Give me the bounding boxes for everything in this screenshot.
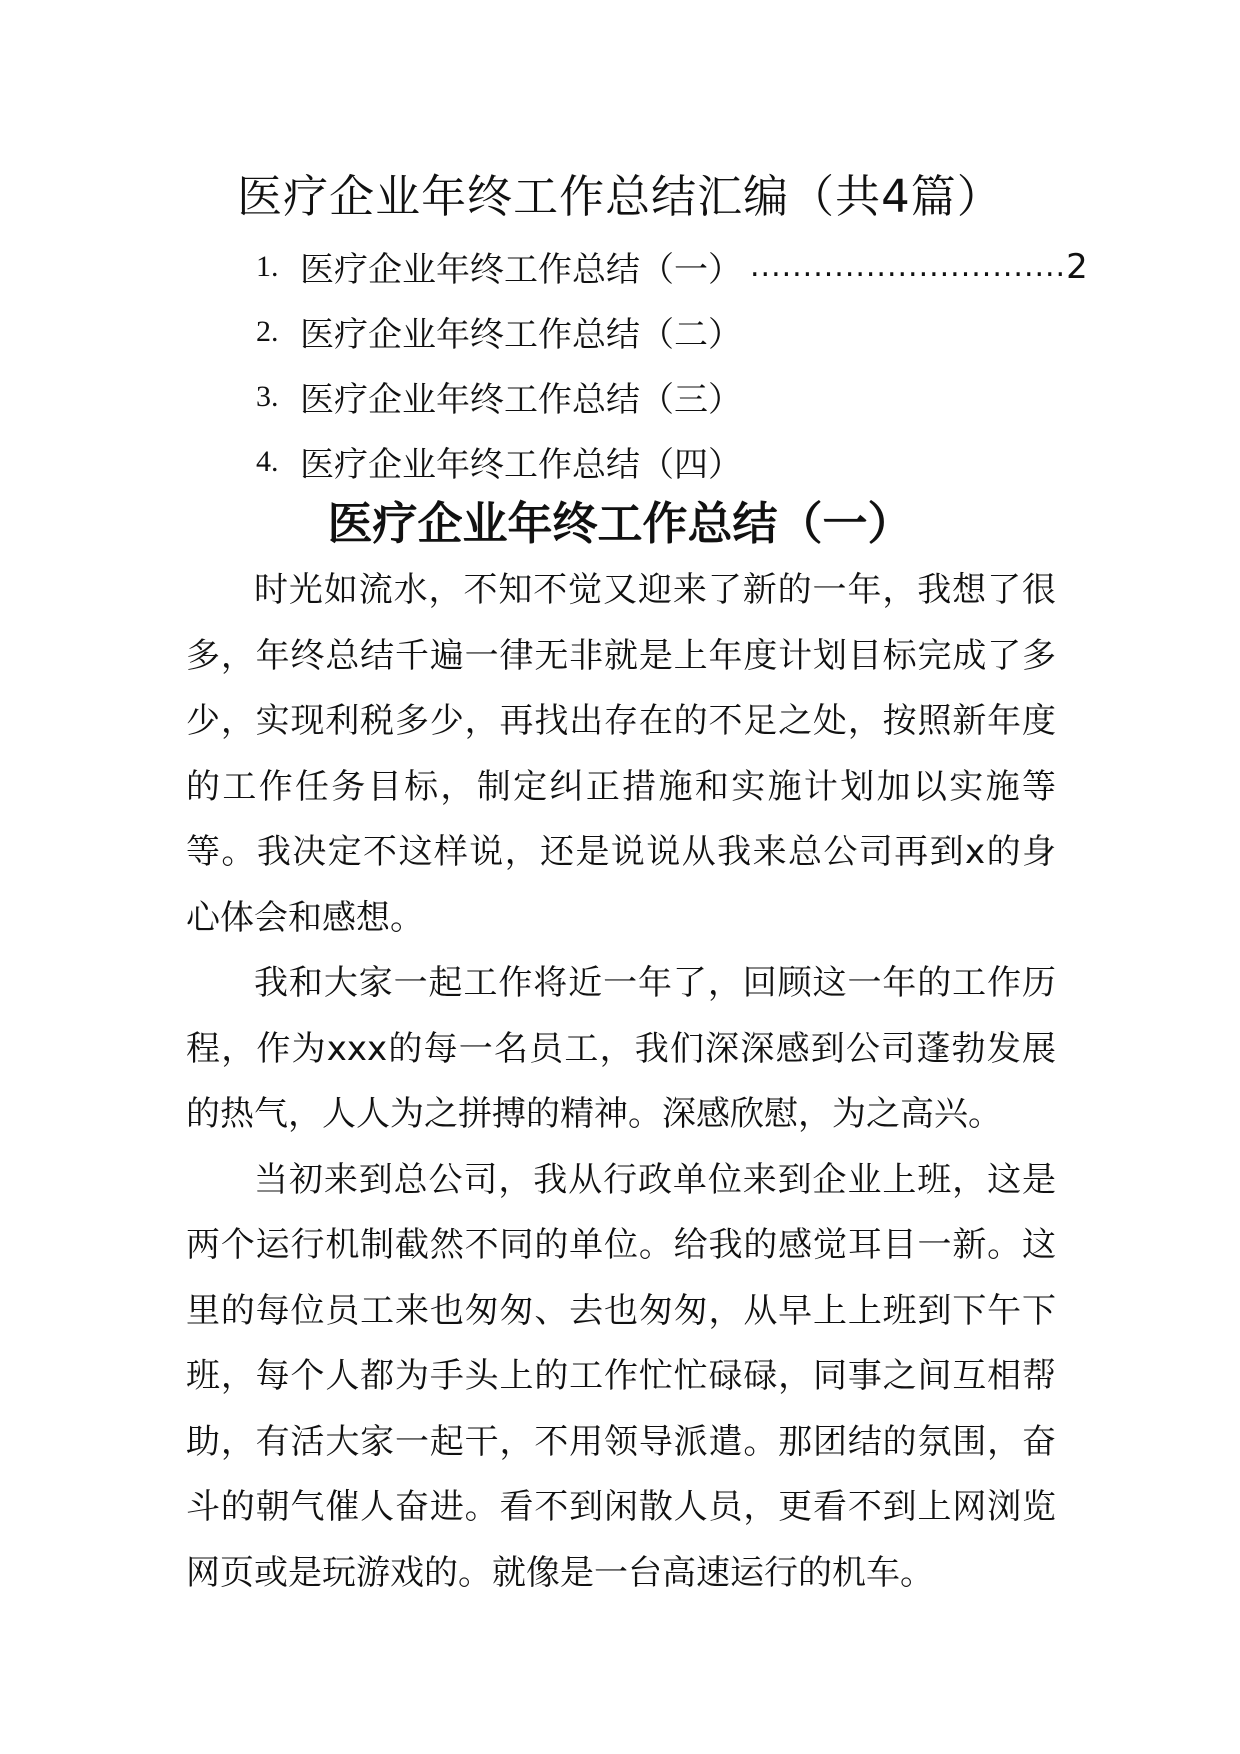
table-of-contents <box>256 234 1088 494</box>
toc-item-number: 2. <box>256 314 279 348</box>
document-title: 医疗企业年终工作总结汇编（共4篇） <box>237 170 1003 223</box>
toc-page-number: 2 <box>1066 246 1088 287</box>
toc-item[interactable] <box>256 234 1088 299</box>
paragraph: 时光如流水，不知不觉又迎来了新的一年，我想了很多，年终总结千遍一律无非就是上年度计划目标完成了多少，实现利税多少，再找出存在的不足之处，按照新年度的工作任务目标，制定纠正措施和实施计划加以实施等等。我决定不这样说，还是说说从我来总公司再到x的身心体会和感想。 <box>186 570 1056 938</box>
toc-item-label: 医疗企业年终工作总结（四） <box>300 445 742 485</box>
paragraph: 我和大家一起工作将近一年了，回顾这一年的工作历程，作为xxx的每一名员工，我们深深感到公司蓬勃发展的热气，人人为之拼搏的精神。深感欣慰，为之高兴。 <box>186 963 1056 1134</box>
toc-item-number: 1. <box>256 249 279 283</box>
toc-item-number: 4. <box>256 444 279 478</box>
toc-item[interactable] <box>256 429 1056 494</box>
toc-item[interactable] <box>256 364 1056 429</box>
toc-item-label: 医疗企业年终工作总结（三） <box>300 380 742 420</box>
toc-item-label: 医疗企业年终工作总结（一） <box>300 250 742 290</box>
toc-item-label: 医疗企业年终工作总结（二） <box>300 315 742 355</box>
toc-leader-dots: .............................. <box>750 249 1067 284</box>
body-text <box>186 558 1056 1606</box>
paragraph: 当初来到总公司，我从行政单位来到企业上班，这是两个运行机制截然不同的单位。给我的感觉耳目一新。这里的每位员工来也匆匆、去也匆匆，从早上上班到下午下班，每个人都为手头上的工作忙忙碌碌，同事之间互相帮助，有活大家一起干，不用领导派遣。那团结的氛围，奋斗的朝气催人奋进。看不到闲散人员，更看不到上网浏览网页或是玩游戏的。就像是一台高速运行的机车。 <box>186 1159 1056 1593</box>
toc-item[interactable] <box>256 299 1056 364</box>
toc-item-number: 3. <box>256 379 279 413</box>
section-title: 医疗企业年终工作总结（一） <box>327 497 913 550</box>
